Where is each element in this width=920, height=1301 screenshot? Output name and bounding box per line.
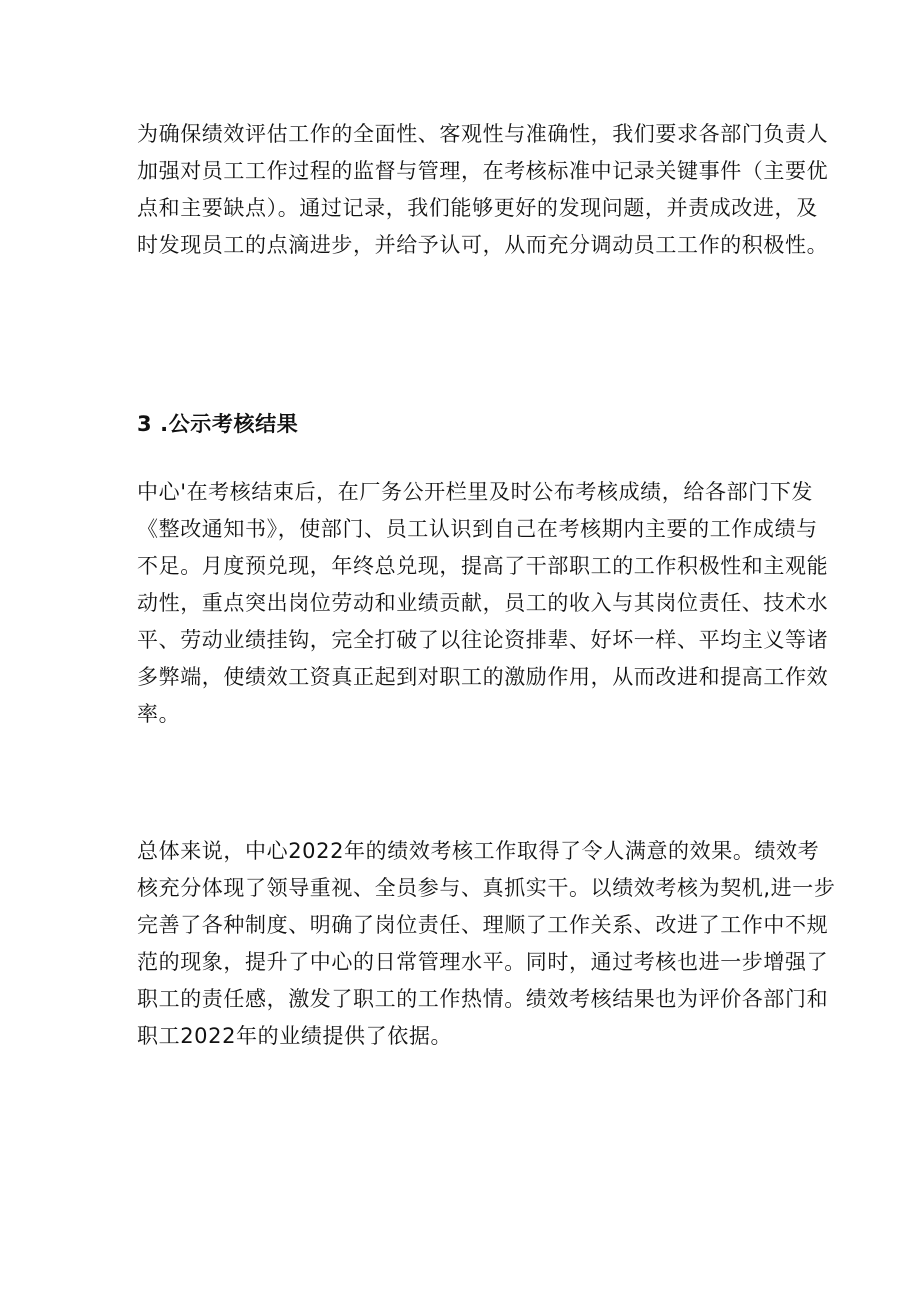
paragraph-line: 点和主要缺点）。通过记录，我们能够更好的发现问题，并责成改进，及 [137,196,818,220]
paragraph-line: 平、劳动业绩挂钩，完全打破了以往论资排辈、好坏一样、平均主义等诸 [137,628,829,652]
paragraph-performance-recording [137,116,829,264]
paragraph-summary [137,833,836,1055]
paragraph-line: 中心'在考核结束后，在厂务公开栏里及时公布考核成绩，给各部门下发 [137,480,813,504]
paragraph-line: 率。 [137,702,181,726]
paragraph-line: 职工的责任感，激发了职工的工作热情。绩效考核结果也为评价各部门和 [137,987,829,1011]
paragraph-line: 《整改通知书》，使部门、员工认识到自己在考核期内主要的工作成绩与 [137,517,818,541]
section-heading: 3 .公示考核结果 [137,412,299,436]
paragraph-line: 总体来说，中心2022年的绩效考核工作取得了令人满意的效果。绩效考 [137,839,820,863]
paragraph-line: 范的现象，提升了中心的日常管理水平。同时，通过考核也进一步增强了 [137,950,829,974]
paragraph-line: 核充分体现了领导重视、全员参与、真抓实干。以绩效考核为契机,进一步 [137,876,836,900]
paragraph-line: 完善了各种制度、明确了岗位责任、理顺了工作关系、改进了工作中不规 [137,913,829,937]
paragraph-line: 动性，重点突出岗位劳动和业绩贡献，员工的收入与其岗位责任、技术水 [137,591,829,615]
paragraph-line: 时发现员工的点滴进步，并给予认可，从而充分调动员工工作的积极性。 [137,233,829,257]
paragraph-line: 多弊端，使绩效工资真正起到对职工的激励作用，从而改进和提高工作效 [137,665,829,689]
paragraph-publish-results [137,474,829,733]
paragraph-line: 加强对员工工作过程的监督与管理，在考核标准中记录关键事件（主要优 [137,159,829,183]
paragraph-line: 为确保绩效评估工作的全面性、客观性与准确性，我们要求各部门负责人 [137,122,829,146]
paragraph-line: 职工2022年的业绩提供了依据。 [137,1024,453,1048]
paragraph-line: 不足。月度预兑现，年终总兑现，提高了干部职工的工作积极性和主观能 [137,554,829,578]
